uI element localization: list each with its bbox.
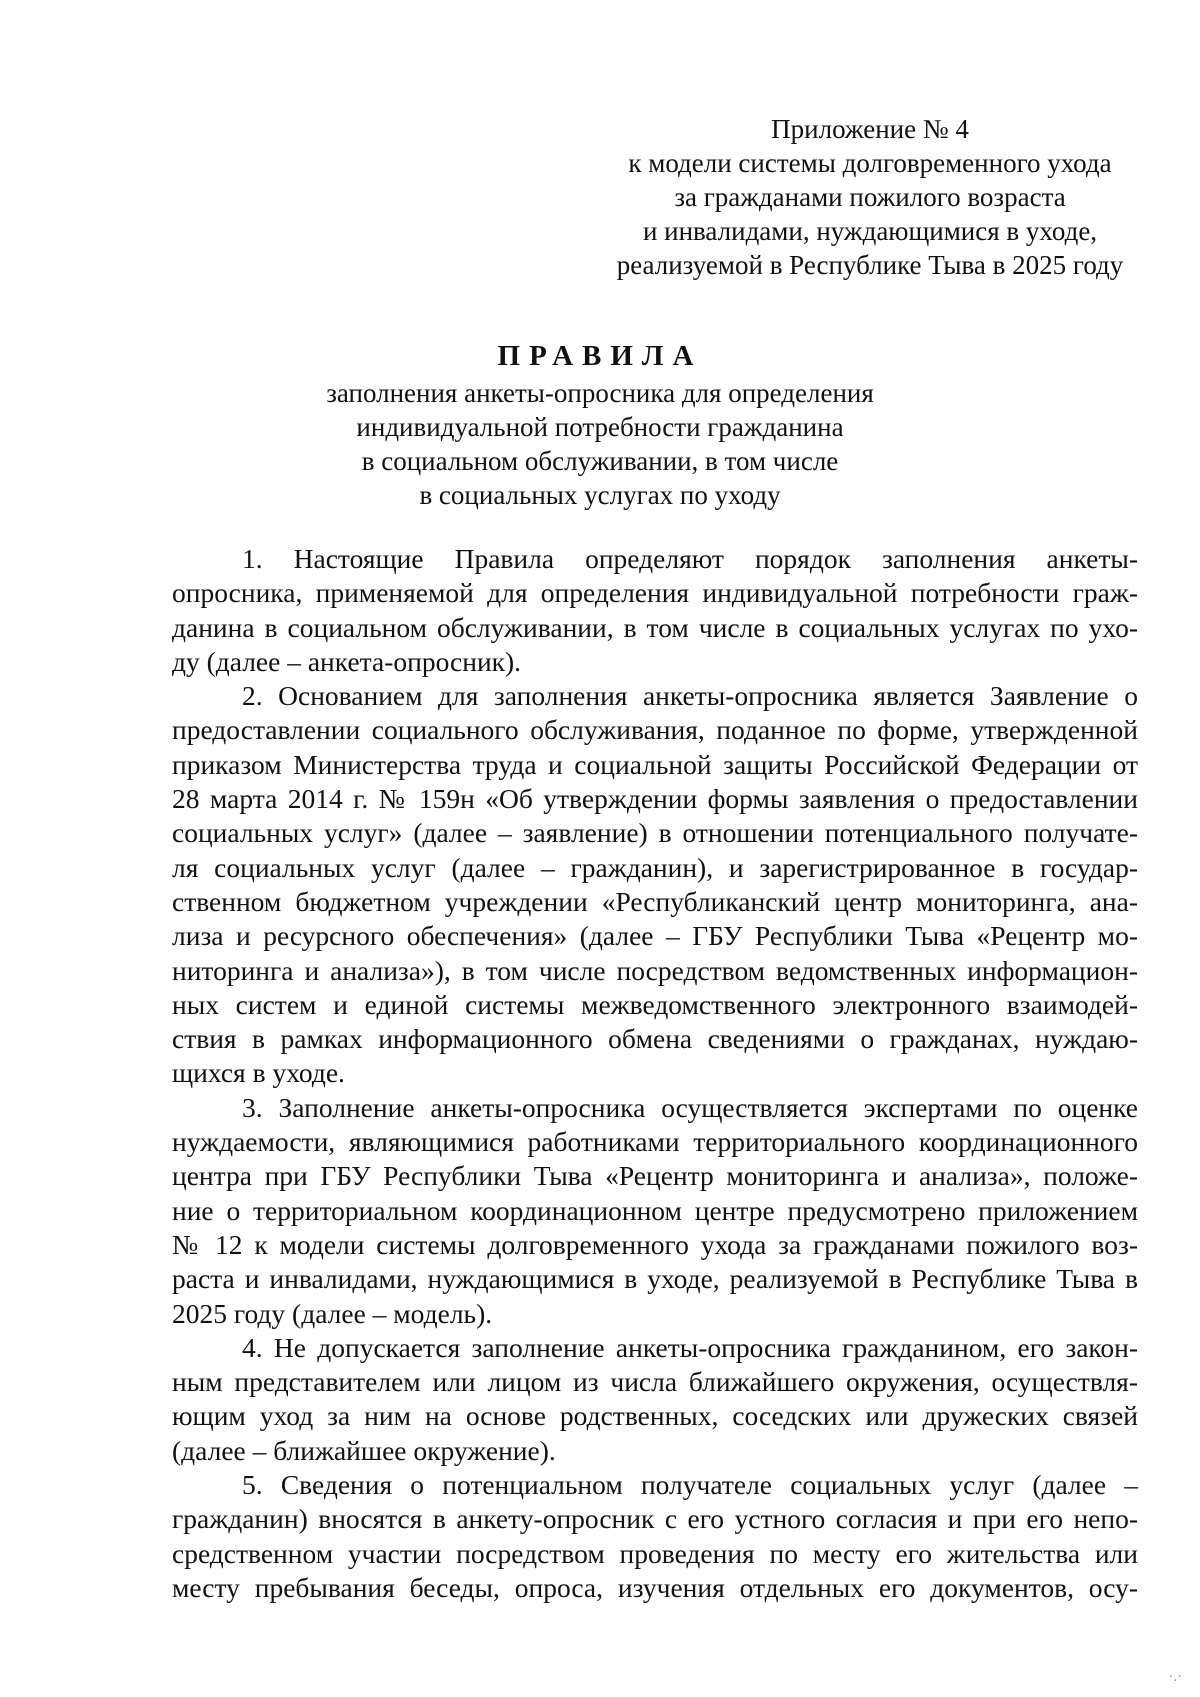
subtitle-line: индивидуальной потребности гражданина bbox=[356, 412, 844, 442]
text-line: ние о территориальном координационном центре предусмотрено приложением bbox=[172, 1194, 1138, 1226]
appendix-line: реализуемой в Республике Тыва в 2025 году bbox=[616, 250, 1124, 280]
text-line: 2. Основанием для заполнения анкеты-опросника является Заявление о bbox=[242, 680, 1138, 712]
text-line: ющим уход за ним на основе родственных, соседских или дружеских связей bbox=[172, 1400, 1138, 1432]
text-line: месту пребывания беседы, опроса, изучения отдельных его документов, осу- bbox=[172, 1571, 1138, 1603]
text-line: 2025 году (далее – модель). bbox=[172, 1297, 493, 1329]
text-line: центра при ГБУ Республики Тыва «Рецентр мониторинга и анализа», положе- bbox=[172, 1160, 1138, 1192]
paragraph-3 bbox=[172, 1091, 1138, 1331]
text-line: лиза и ресурсного обеспечения» (далее – ГБУ Республики Тыва «Рецентр мо- bbox=[172, 920, 1138, 952]
document-title: ПРАВИЛА bbox=[497, 340, 703, 372]
text-line: (далее – ближайшее окружение). bbox=[172, 1434, 556, 1466]
text-line: нуждаемости, являющимися работниками территориального координационного bbox=[172, 1126, 1138, 1158]
subtitle-line: в социальном обслуживании, в том числе bbox=[361, 446, 839, 476]
paragraph-5 bbox=[172, 1468, 1138, 1605]
text-line: ля социальных услуг (далее – гражданин), и зарегистрированное в государ- bbox=[172, 851, 1138, 883]
appendix-header bbox=[600, 112, 1140, 282]
text-line: ствия в рамках информационного обмена сведениями о гражданах, нуждаю- bbox=[172, 1023, 1138, 1055]
text-line: 3. Заполнение анкеты-опросника осуществляется экспертами по оценке bbox=[242, 1091, 1138, 1123]
text-line: опросника, применяемой для определения индивидуальной потребности граж- bbox=[172, 577, 1138, 609]
text-line: социальных услуг» (далее – заявление) в отношении потенциального получате- bbox=[172, 817, 1138, 849]
text-line: ным представителем или лицом из числа ближайшего окружения, осуществля- bbox=[172, 1366, 1138, 1398]
paragraph-4 bbox=[172, 1331, 1138, 1468]
document-body bbox=[172, 542, 1138, 1605]
appendix-line: Приложение № 4 bbox=[771, 114, 969, 144]
subtitle-line: в социальных услугах по уходу bbox=[419, 480, 781, 510]
text-line: ственном бюджетном учреждении «Республиканский центр мониторинга, ана- bbox=[172, 885, 1138, 917]
text-line: средственном участии посредством проведения по месту его жительства или bbox=[172, 1537, 1138, 1569]
text-line: щихся в уходе. bbox=[172, 1057, 345, 1089]
text-line: раста и инвалидами, нуждающимися в уходе, реализуемой в Республике Тыва в bbox=[172, 1263, 1138, 1295]
text-line: ных систем и единой системы межведомственного электронного взаимодей- bbox=[172, 988, 1138, 1020]
text-line: 28 марта 2014 г. № 159н «Об утверждении формы заявления о предоставлении bbox=[172, 783, 1138, 815]
text-line: ду (далее – анкета-опросник). bbox=[172, 645, 522, 677]
text-line: предоставлении социального обслуживания, поданное по форме, утвержденной bbox=[172, 714, 1138, 746]
text-line: ниторинга и анализа»), в том числе посредством ведомственных информацион- bbox=[172, 954, 1138, 986]
text-line: гражданин) вносятся в анкету-опросник с его устного согласия и при его непо- bbox=[172, 1503, 1138, 1535]
scan-artifact-mark: ·.· bbox=[1168, 1669, 1182, 1685]
appendix-line: к модели системы долговременного ухода bbox=[628, 148, 1112, 178]
text-line: 4. Не допускается заполнение анкеты-опросника гражданином, его закон- bbox=[242, 1331, 1138, 1363]
appendix-line: за гражданами пожилого возраста bbox=[674, 182, 1066, 212]
text-line: данина в социальном обслуживании, в том числе в социальных услугах по ухо- bbox=[172, 611, 1138, 643]
text-line: приказом Министерства труда и социальной защиты Российской Федерации от bbox=[172, 748, 1138, 780]
paragraph-2 bbox=[172, 679, 1138, 1091]
text-line: 5. Сведения о потенциальном получателе социальных услуг (далее – bbox=[242, 1469, 1138, 1501]
text-line: 1. Настоящие Правила определяют порядок заполнения анкеты- bbox=[242, 543, 1138, 574]
text-line: № 12 к модели системы долговременного ухода за гражданами пожилого воз- bbox=[172, 1228, 1138, 1260]
paragraph-1 bbox=[172, 542, 1138, 679]
subtitle-line: заполнения анкеты-опросника для определения bbox=[326, 378, 874, 408]
appendix-line: и инвалидами, нуждающимися в уходе, bbox=[642, 216, 1098, 246]
document-subtitle bbox=[0, 376, 1200, 512]
